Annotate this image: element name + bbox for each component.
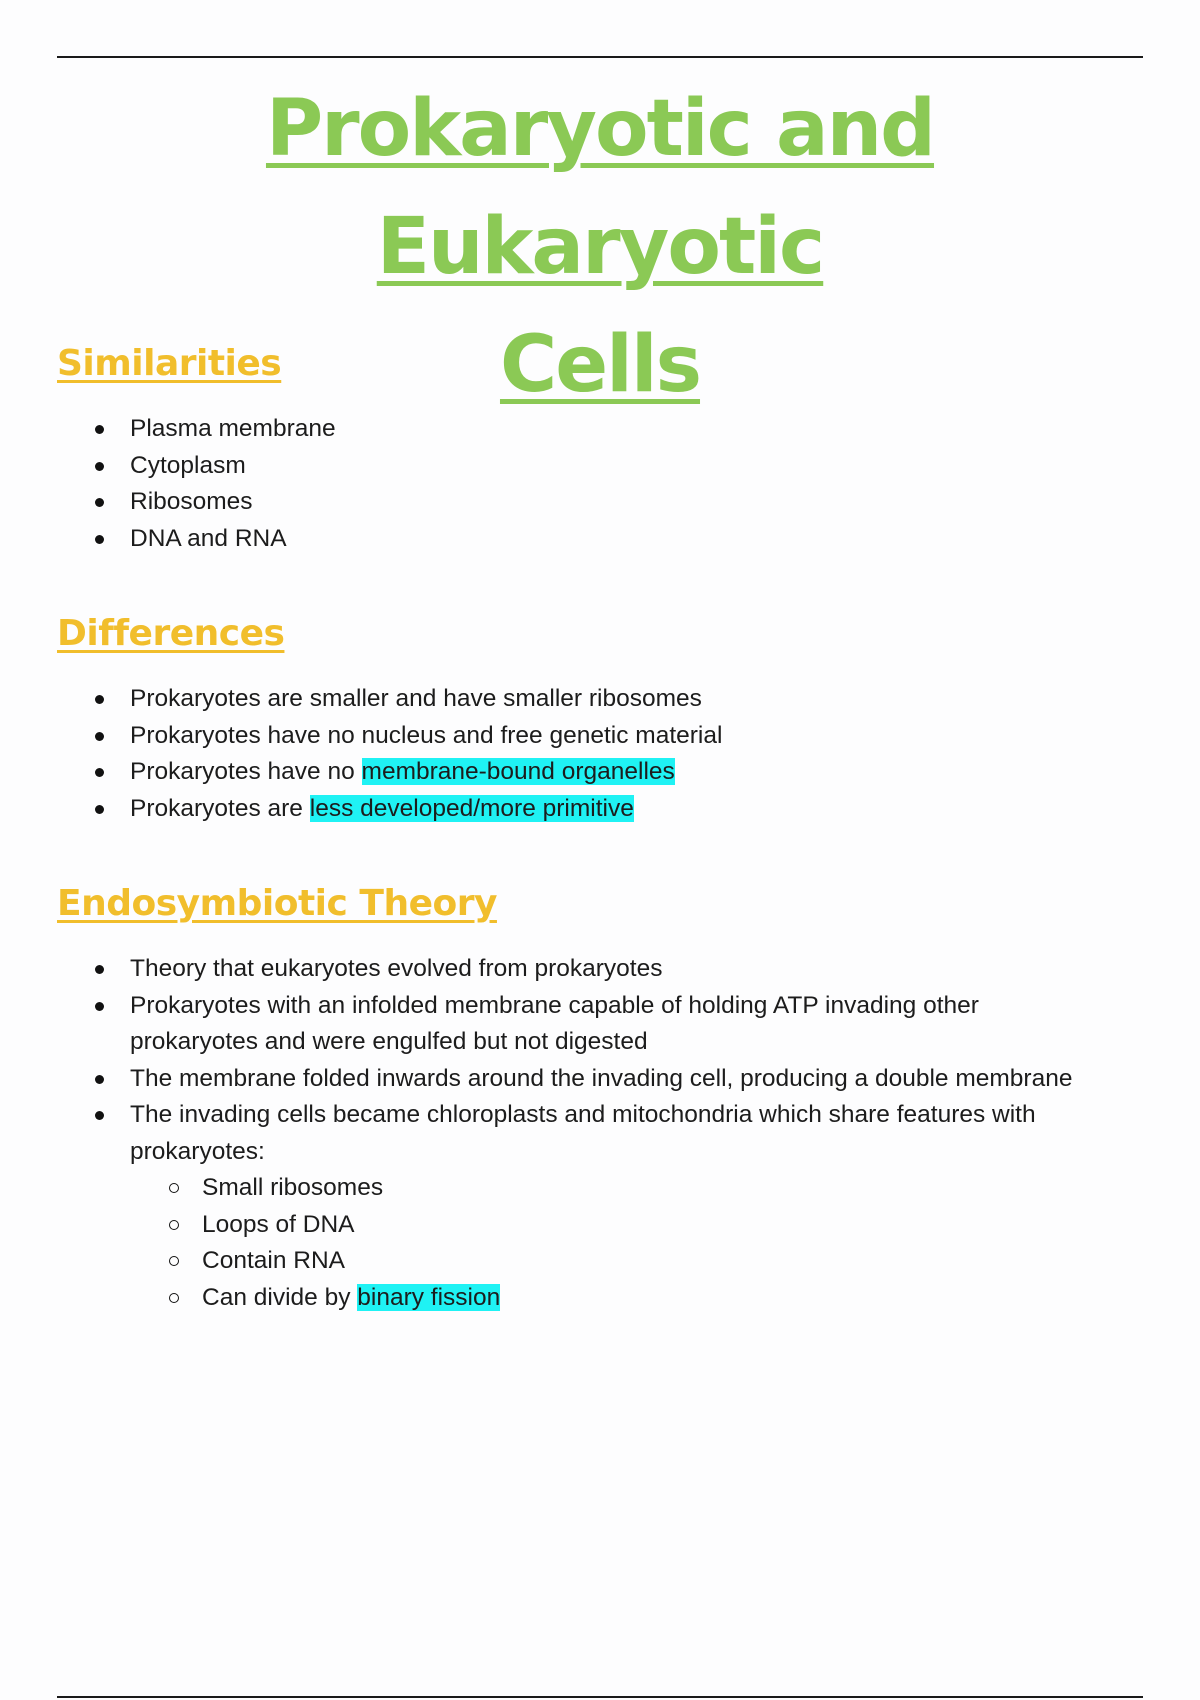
differences-heading: Differences — [57, 613, 285, 654]
similarities-heading: Similarities — [57, 343, 282, 384]
bullet-icon — [95, 732, 104, 741]
hollow-bullet-icon — [169, 1220, 179, 1230]
sub-list-item: Contain RNA — [130, 1243, 1140, 1280]
hollow-bullet-icon — [169, 1293, 179, 1303]
list-item: The membrane folded inwards around the invading cell, producing a double membrane — [0, 1061, 1200, 1098]
list-item: The invading cells became chloroplasts and mitochondria which share features with prokaryotes: Small ribosomes Loops of DNA Contain RNA Can divide by binary fission — [0, 1097, 1200, 1316]
sub-list-item: Small ribosomes — [130, 1170, 1140, 1207]
list-item: DNA and RNA — [0, 521, 1200, 558]
bullet-icon — [95, 425, 104, 434]
bullet-icon — [95, 695, 104, 704]
endosymbiotic-list — [0, 951, 1200, 1316]
title-line-2: Cells — [499, 320, 701, 410]
list-item: Prokaryotes are smaller and have smaller ribosomes — [0, 681, 1200, 718]
title-line-1: Prokaryotic and Eukaryotic — [265, 84, 935, 292]
bullet-icon — [95, 1075, 104, 1084]
bullet-icon — [95, 965, 104, 974]
bullet-icon — [95, 768, 104, 777]
endosymbiotic-heading: Endosymbiotic Theory — [57, 883, 497, 924]
list-item: Prokaryotes with an infolded membrane capable of holding ATP invading other prokaryotes and were engulfed but not digested — [0, 988, 1200, 1061]
bullet-icon — [95, 498, 104, 507]
sub-list-item: Loops of DNA — [130, 1207, 1140, 1244]
list-item: Prokaryotes are less developed/more primitive — [0, 791, 1200, 828]
highlighted-text: membrane-bound organelles — [361, 758, 675, 785]
list-item: Plasma membrane — [0, 411, 1200, 448]
hollow-bullet-icon — [169, 1183, 179, 1193]
bullet-icon — [95, 1111, 104, 1120]
list-item: Prokaryotes have no membrane-bound organelles — [0, 754, 1200, 791]
list-item: Prokaryotes have no nucleus and free genetic material — [0, 718, 1200, 755]
list-item: Theory that eukaryotes evolved from prokaryotes — [0, 951, 1200, 988]
list-item: Cytoplasm — [0, 448, 1200, 485]
differences-list — [0, 681, 1200, 827]
top-rule — [57, 56, 1143, 58]
list-item: Ribosomes — [0, 484, 1200, 521]
sub-list-item: Can divide by binary fission — [130, 1280, 1140, 1317]
bullet-icon — [95, 805, 104, 814]
bottom-rule — [57, 1696, 1143, 1698]
bullet-icon — [95, 535, 104, 544]
highlighted-text: less developed/more primitive — [309, 794, 634, 822]
bullet-icon — [95, 462, 104, 471]
bullet-icon — [95, 1002, 104, 1011]
similarities-list — [0, 411, 1200, 557]
hollow-bullet-icon — [169, 1256, 179, 1266]
sub-list — [130, 1170, 1140, 1316]
highlighted-text: binary fission — [357, 1283, 501, 1311]
